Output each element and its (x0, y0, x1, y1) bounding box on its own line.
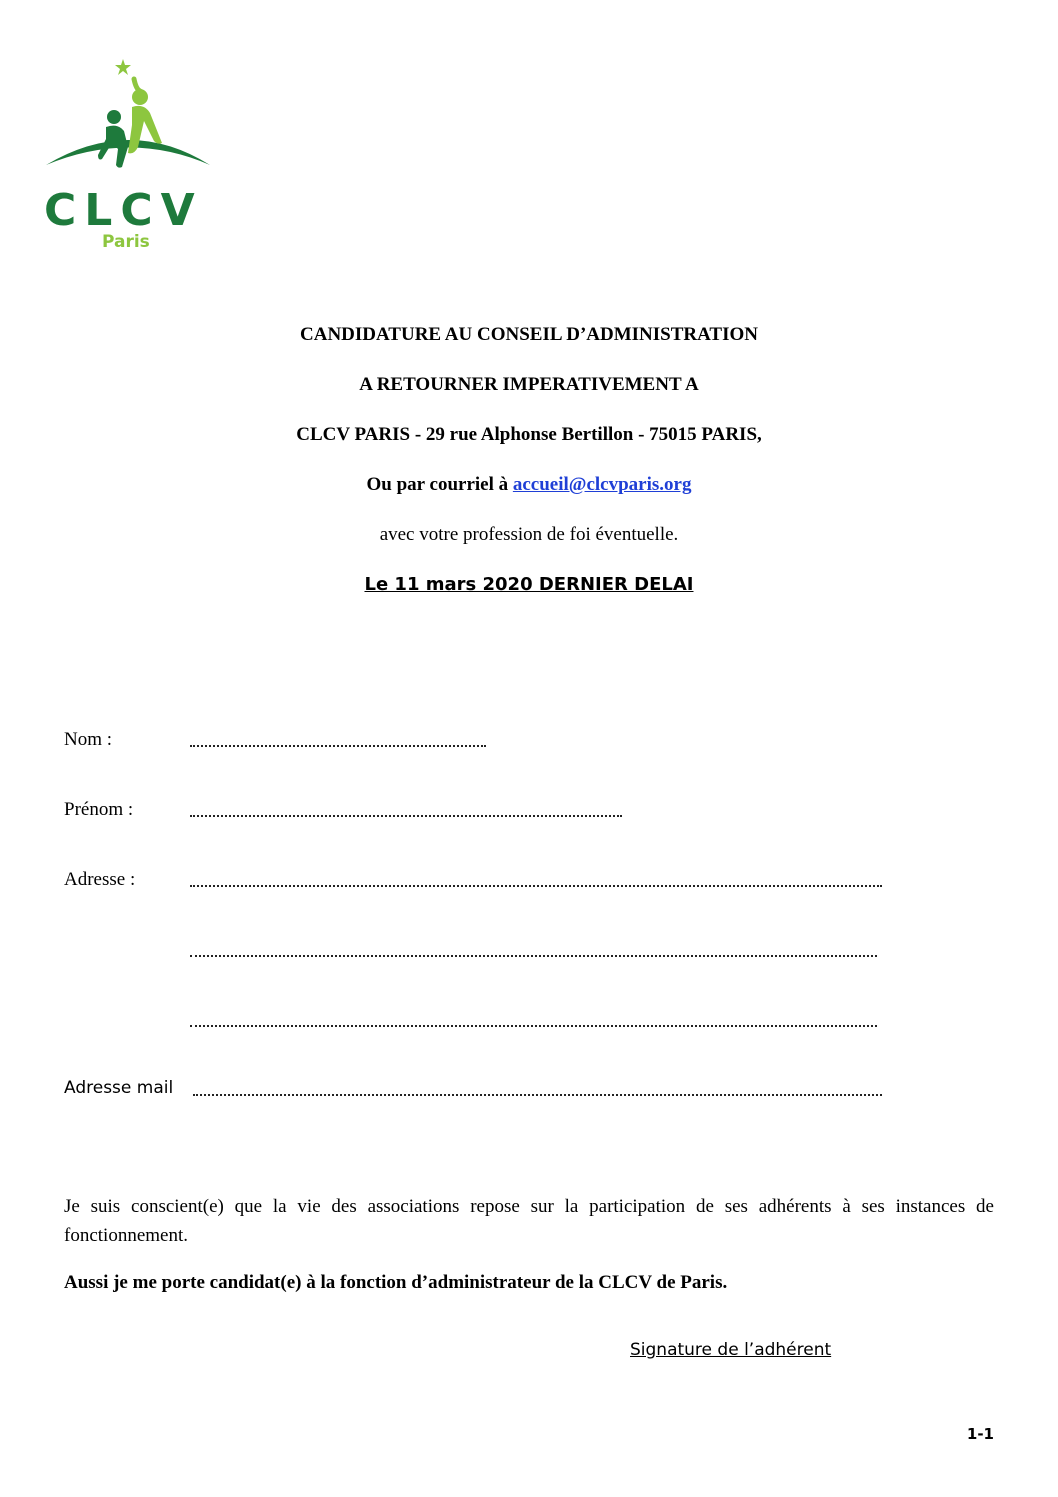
logo-brand-text: CLCV (44, 185, 203, 236)
adresse-field-line-1[interactable] (190, 885, 882, 887)
page-number: 1-1 (966, 1425, 994, 1443)
nom-label: Nom : (64, 729, 113, 750)
email-link[interactable]: accueil@clcvparis.org (512, 474, 692, 495)
candidacy-declaration: Aussi je me porte candidat(e) à la fonction d’administrateur de la CLCV de Paris. (64, 1272, 728, 1293)
adresse-label: Adresse : (64, 869, 136, 890)
prenom-label: Prénom : (64, 799, 134, 820)
return-notice: A RETOURNER IMPERATIVEMENT A (359, 374, 699, 395)
adresse-field-line-3[interactable] (190, 1025, 877, 1027)
email-line (0, 474, 1058, 496)
email-field-label: Adresse mail (64, 1078, 174, 1098)
postal-address: CLCV PARIS - 29 rue Alphonse Bertillon - 75015 PARIS, (296, 424, 762, 445)
email-prefix: Ou par courriel à (366, 474, 513, 495)
document-title: CANDIDATURE AU CONSEIL D’ADMINISTRATION (300, 324, 758, 345)
adresse-field-line-2[interactable] (190, 955, 877, 957)
clcv-logo (40, 55, 220, 255)
signature-label: Signature de l’adhérent (630, 1340, 832, 1360)
participation-paragraph: Je suis conscient(e) que la vie des associations repose sur la participation de ses adhérents à ses instances de fonctionnement. (64, 1196, 994, 1246)
nom-field[interactable] (190, 745, 486, 747)
profession-note: avec votre profession de foi éventuelle. (379, 524, 679, 545)
deadline-notice: Le 11 mars 2020 DERNIER DELAI (364, 574, 694, 595)
email-field[interactable] (193, 1094, 882, 1096)
logo-city-text: Paris (102, 232, 150, 252)
prenom-field[interactable] (190, 815, 622, 817)
